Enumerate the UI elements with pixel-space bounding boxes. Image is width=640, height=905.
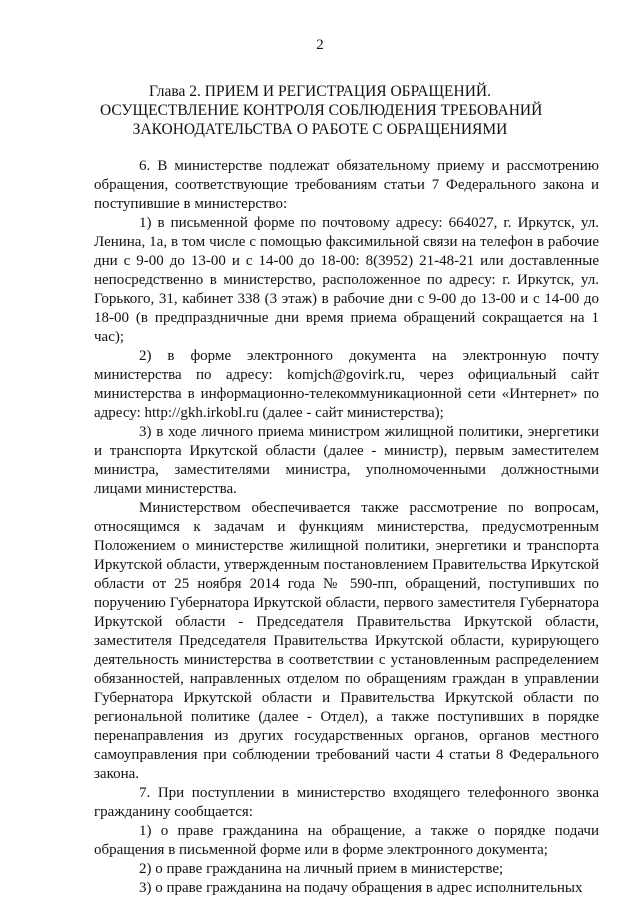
paragraph-6-item-1: 1) в письменной форме по почтовому адресу: 664027, г. Иркутск, ул. Ленина, 1а, в том числе с помощью факсимильной связи на телефон в рабочие дни с 9-00 до 13-00 и с 14-00 до 18-00: 8(3952) 21-48-21 или доставленные непосредственно в министерство, расположенное по адресу: г. Иркутск, ул. Горького, 31, кабинет 338 (3 этаж) в рабочие дни с 9-00 до 13-00 и с 14-00 до 18-00 (в предпраздничные дни время приема обращений сокращается на 1 час); bbox=[94, 215, 599, 345]
chapter-heading-line: Глава 2. ПРИЕМ И РЕГИСТРАЦИЯ ОБРАЩЕНИЙ. bbox=[149, 83, 491, 100]
document-body bbox=[94, 157, 599, 898]
page-number: 2 bbox=[316, 37, 324, 53]
paragraph-7-item-2: 2) о праве гражданина на личный прием в министерстве; bbox=[139, 861, 504, 877]
paragraph-6: 6. В министерстве подлежат обязательному приему и рассмотрению обращения, соответствующие требованиям статьи 7 Федерального закона и поступившие в министерство: bbox=[94, 158, 599, 212]
paragraph-6-item-2: 2) в форме электронного документа на электронную почту министерства по адресу: komjch@govirk.ru, через официальный сайт министерства в информационно-телекоммуникационной сети «Интернет» по адресу: http://gkh.irkobl.ru (далее - сайт министерства); bbox=[94, 348, 599, 421]
paragraph-7-item-3: 3) о праве гражданина на подачу обращения в адрес исполнительных bbox=[139, 880, 583, 896]
chapter-heading bbox=[100, 82, 543, 139]
paragraph-7-item-1: 1) о праве гражданина на обращение, а также о порядке подачи обращения в письменной форме или в форме электронного документа; bbox=[94, 823, 599, 858]
paragraph-6-item-3: 3) в ходе личного приема министром жилищной политики, энергетики и транспорта Иркутской области (далее - министр), первым заместителем министра, заместителями министра, уполномоченными должностными лицами министерства. bbox=[94, 424, 599, 497]
chapter-heading-line: ОСУЩЕСТВЛЕНИЕ КОНТРОЛЯ СОБЛЮДЕНИЯ ТРЕБОВАНИЙ bbox=[100, 102, 543, 119]
paragraph-6-additional: Министерством обеспечивается также рассмотрение по вопросам, относящимся к задачам и функциям министерства, предусмотренным Положением о министерстве жилищной политики, энергетики и транспорта Иркутской области, утвержденным постановлением Правительства Иркутской области от 25 ноября 2014 года № 590-пп, обращений, поступивших по поручению Губернатора Иркутской области, первого заместителя Губернатора Иркутской области - Председателя Правительства Иркутской области, заместителя Председателя Правительства Иркутской области, курирующего деятельность министерства в соответствии с установленным распределением обязанностей, направленных отделом по обращениям граждан в управлении Губернатора Иркутской области и Правительства Иркутской области по региональной политике (далее - Отдел), а также поступивших в порядке перенаправления из других государственных органов, органов местного самоуправления при соблюдении требований части 4 статьи 8 Федерального закона. bbox=[94, 500, 599, 782]
chapter-heading-line: ЗАКОНОДАТЕЛЬСТВА О РАБОТЕ С ОБРАЩЕНИЯМИ bbox=[132, 121, 508, 138]
paragraph-7: 7. При поступлении в министерство входящего телефонного звонка гражданину сообщается: bbox=[94, 785, 599, 820]
